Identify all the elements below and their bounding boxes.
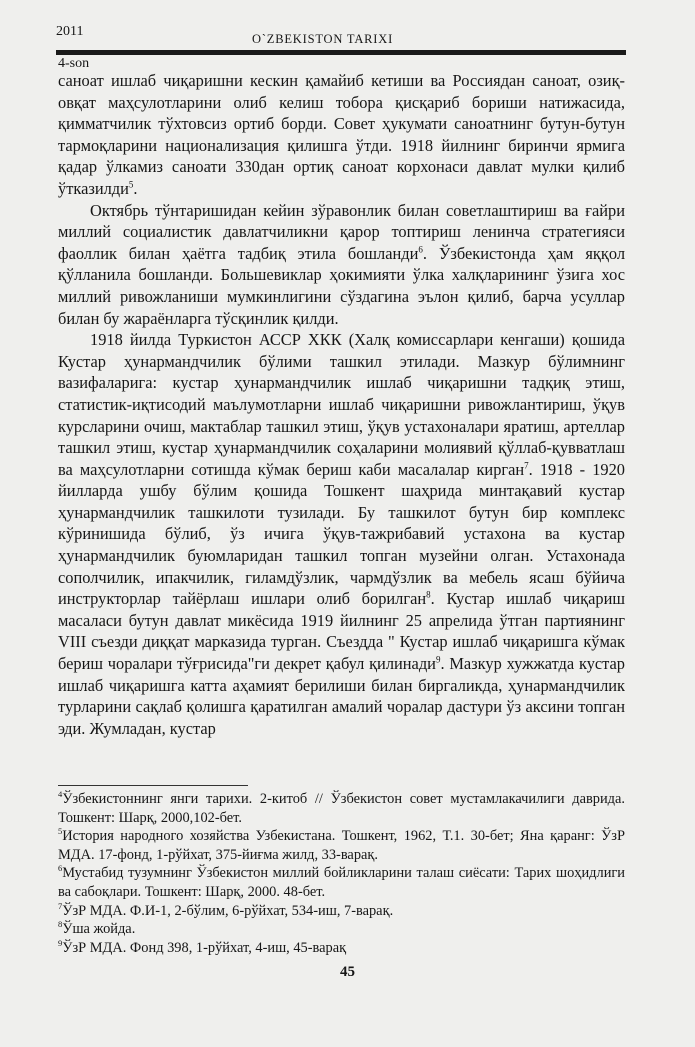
footnote-number: 6 — [58, 863, 63, 874]
paragraph: Октябрь тўнтаришидан кейин зўравонлик билан советлаштириш ва ғайри миллий социалистик давлатчиликни қарор топтириш ленинча стратегияси фаоллик билан ҳаётга тадбиқ этила бошланди$^6$. Ўзбекистонда ҳам яққол қўлланила бошланди. Большевиклар ҳокимияти ўлка халқларининг ўзига хос миллий ривожланиши мумкинлигини сўздагина эълон қилиб, барча усуллар билан бу жараёнларга тўсқинлик қилди. — [58, 200, 625, 328]
footnote-number: 5 — [58, 826, 63, 837]
body-text — [58, 70, 625, 739]
footnote-ref[interactable]: 8 — [426, 589, 431, 600]
page-number: 45 — [340, 964, 355, 980]
footnote: $^9$ЎзР МДА. Фонд 398, 1-рўйхат, 4-иш, 45-варақ — [58, 937, 347, 956]
journal-title: O`ZBEKISTON TARIXI — [252, 32, 394, 46]
paragraph: саноат ишлаб чиқаришни кескин қамайиб кетиши ва Россиядан саноат, озиқ-овқат маҳсулотларини олиб келиш тобора қисқариб бориши натижасида, қимматчилик тўхтовсиз ортиб борди. Совет ҳукумати саноатнинг бутун-бутун тармоқларини национализация қилишга ўтди. 1918 йилнинг биринчи ярмига қадар ўлкамиз саноати 330дан ортиқ саноат корхонаси давлат мулки қилиб ўтказилди$^5$. — [58, 71, 625, 198]
footnote-number: 8 — [58, 919, 63, 930]
footnote-number: 7 — [58, 900, 63, 911]
footnote-number: 4 — [58, 789, 63, 800]
footnote-ref[interactable]: 5 — [128, 179, 134, 190]
issue-number: 4-son — [58, 56, 90, 71]
footnote-number: 9 — [58, 937, 63, 948]
footnotes — [58, 790, 625, 957]
header-rule — [56, 50, 626, 55]
header-year: 2011 — [56, 24, 84, 39]
running-header — [56, 20, 626, 56]
footnote: $^8$Ўша жойда. — [58, 919, 136, 938]
footnote-ref[interactable]: 7 — [524, 460, 529, 471]
footnote: $^5$История народного хозяйства Узбекистана. Тошкент, 1962, Т.1. 30-бет; Яна қаранг: ЎзР МДА. 17-фонд, 1-рўйхат, 375-йиғма жилд, 33-варақ. — [58, 826, 625, 863]
footnote-ref[interactable]: 6 — [418, 244, 423, 255]
footnote-ref[interactable]: 9 — [435, 654, 441, 665]
footnote: $^4$Ўзбекистоннинг янги тарихи. 2-китоб // Ўзбекистон совет мустамлакачилиги даврида. Тошкент: Шарқ, 2000,102-бет. — [58, 789, 625, 826]
footnote-divider — [58, 785, 248, 786]
footnote: $^6$Мустабид тузумнинг Ўзбекистон миллий бойликларини талаш сиёсати: Тарих шоҳидлиги ва сабоқлари. Тошкент: Шарқ, 2000. 48-бет. — [58, 863, 625, 900]
footnote: $^7$ЎзР МДА. Ф.И-1, 2-бўлим, 6-рўйхат, 534-иш, 7-варақ. — [58, 900, 394, 919]
paragraph: 1918 йилда Туркистон АССР ХКК (Халқ комиссарлари кенгаши) қошида Кустар ҳунармандчилик бўлими ташкил этилади. Мазкур бўлимнинг вазифаларига: кустар ҳунармандчилик ишлаб чиқаришни тадқиқ этиш, статистик-иқтисодий маълумотларни ишлаб чиқаришни ривожлантириш, ўқув курсларини очиш, мактаблар ташкил этиш, ўқув устахоналари яратиш, артеллар ташкил этиш, кустар ҳунармандчилик соҳаларини молиявий қўллаб-қувватлаш ва маҳсулотларни сотишда кўмак бериш каби масалалар кирган$^7$. 1918 - 1920 йилларда ушбу бўлим қошида Тошкент шаҳрида минтақавий кустар ҳунармандчилик ташкилоти тузилади. Бу ташкилот бутун бир комплекс кўринишида бўлиб, ўз ичига ўқув-тажрибавий устахона ва кустар ҳунармандчилик буюмларидан ташкил топган музейни олган. Устахонада сополчилик, ипакчилик, гиламдўзлик, чармдўзлик ва мебель ясаш бўйича инструкторлар тайёрлаш ишлари олиб борилган$^8$. Кустар ишлаб чиқариш масаласи бутун давлат микёсида 1919 йилнинг 25 апрелида ўтган партиянинг VIII съезди диққат марказида турган. Съездда " Кустар ишлаб чиқаришга кўмак бериш чоралари тўғрисида"ги декрет қабул қилинади$^9$. Мазкур хужжатда кустар ишлаб чиқаришга катта аҳамият берилиши билан биргаликда, ҳунармандчилик турларини сақлаб қолишга қаратилган амалий чоралар дастури ўз аксини топган эди. Жумладан, кустар — [58, 330, 626, 738]
